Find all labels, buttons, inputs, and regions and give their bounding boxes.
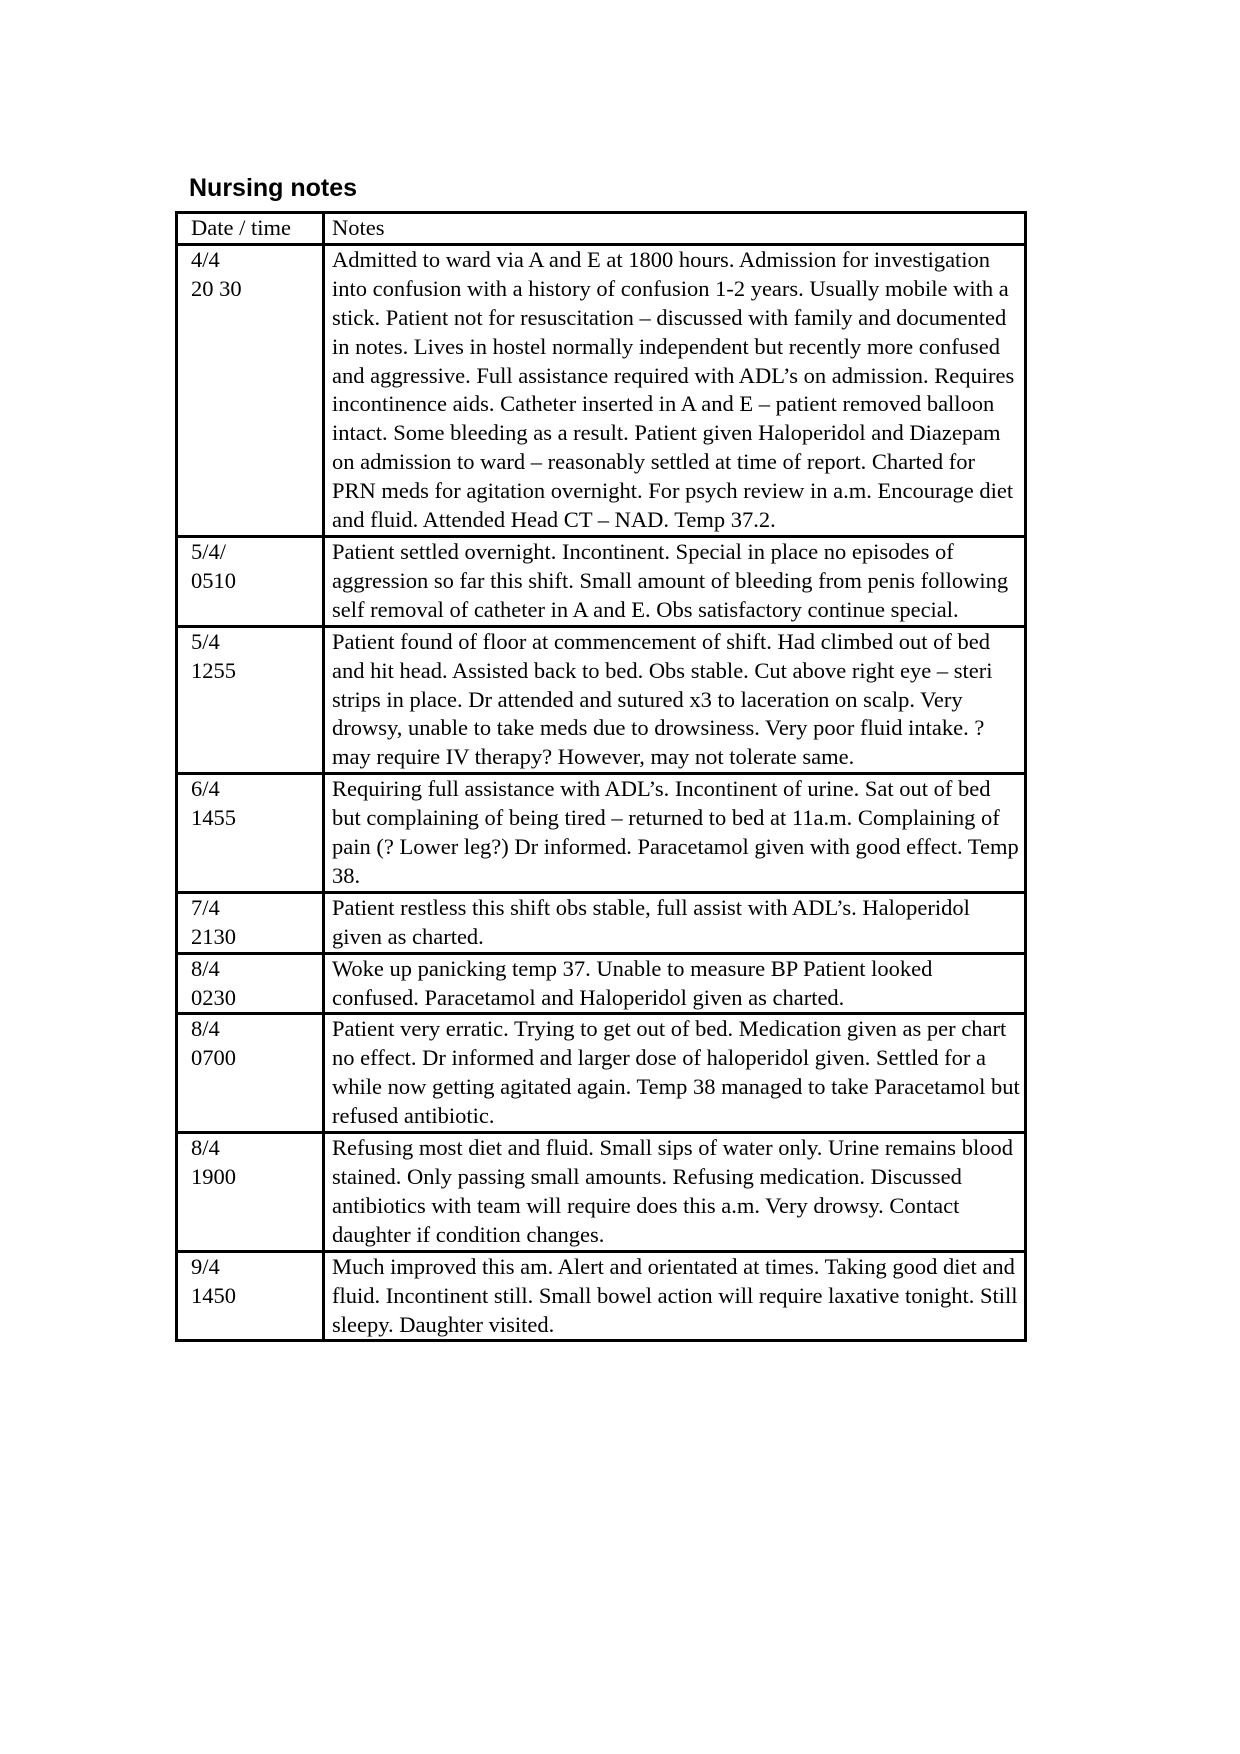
entry-time: 2130: [191, 923, 236, 949]
date-time-cell: [177, 536, 324, 626]
page-title: Nursing notes: [189, 174, 358, 202]
entry-date: 7/4: [191, 894, 220, 920]
entry-time: 0510: [191, 567, 236, 593]
entry-date: 8/4: [191, 955, 220, 981]
table-row: [177, 536, 1026, 626]
column-header-date-time: Date / time: [177, 213, 324, 245]
entry-time: 0230: [191, 984, 236, 1010]
table-header-row: [177, 213, 1026, 245]
date-time-cell: [177, 1251, 324, 1341]
notes-cell: Patient restless this shift obs stable, full assist with ADL’s. Haloperidol given as charted.: [324, 892, 1026, 953]
date-time-cell: [177, 953, 324, 1014]
date-time-cell: [177, 774, 324, 893]
table-row: [177, 953, 1026, 1014]
notes-cell: Much improved this am. Alert and orientated at times. Taking good diet and fluid. Incontinent still. Small bowel action will require laxative tonight. Still sleepy. Daughter visited.: [324, 1251, 1026, 1341]
table-row: [177, 774, 1026, 893]
table-row: [177, 1014, 1026, 1133]
entry-time: 20 30: [191, 275, 242, 301]
date-time-cell: [177, 1014, 324, 1133]
notes-cell: Patient very erratic. Trying to get out of bed. Medication given as per chart no effect. Dr informed and larger dose of haloperidol given. Settled for a while now getting agitated again. Temp 38 managed to take Paracetamol but refused antibiotic.: [324, 1014, 1026, 1133]
entry-time: 0700: [191, 1045, 236, 1071]
date-time-cell: [177, 244, 324, 536]
date-time-cell: [177, 1133, 324, 1252]
entry-date: 8/4: [191, 1135, 220, 1161]
entry-time: 1450: [191, 1282, 236, 1308]
date-time-cell: [177, 892, 324, 953]
notes-cell: Admitted to ward via A and E at 1800 hours. Admission for investigation into confusion with a history of confusion 1-2 years. Usually mobile with a stick. Patient not for resuscitation – discussed with family and documented in notes. Lives in hostel normally independent but recently more confused and aggressive. Full assistance required with ADL’s on admission. Requires incontinence aids. Catheter inserted in A and E – patient removed balloon intact. Some bleeding as a result. Patient given Haloperidol and Diazepam on admission to ward – reasonably settled at time of report. Charted for PRN meds for agitation overnight. For psych review in a.m. Encourage diet and fluid. Attended Head CT – NAD. Temp 37.2.: [324, 244, 1026, 536]
table-row: [177, 892, 1026, 953]
entry-date: 5/4/: [191, 538, 227, 564]
table-row: [177, 244, 1026, 536]
entry-time: 1255: [191, 657, 236, 683]
entry-time: 1900: [191, 1164, 236, 1189]
notes-cell: Woke up panicking temp 37. Unable to measure BP Patient looked confused. Paracetamol and Haloperidol given as charted.: [324, 953, 1026, 1014]
notes-cell: Requiring full assistance with ADL’s. Incontinent of urine. Sat out of bed but complaining of being tired – returned to bed at 11a.m. Complaining of pain (? Lower leg?) Dr informed. Paracetamol given with good effect. Temp 38.: [324, 774, 1026, 893]
notes-cell: Patient settled overnight. Incontinent. Special in place no episodes of aggression so far this shift. Small amount of bleeding from penis following self removal of catheter in A and E. Obs satisfactory continue special.: [324, 536, 1026, 626]
entry-date: 8/4: [191, 1016, 220, 1042]
table-row: [177, 626, 1026, 774]
column-header-notes: Notes: [324, 213, 1026, 245]
entry-date: 6/4: [191, 776, 220, 802]
entry-time: 1455: [191, 805, 236, 831]
entry-date: 4/4: [191, 246, 220, 272]
entry-date: 9/4: [191, 1253, 220, 1279]
table-row: [177, 1133, 1026, 1252]
nursing-notes-table: [175, 211, 1027, 1342]
notes-cell: Refusing most diet and fluid. Small sips of water only. Urine remains blood stained. Only passing small amounts. Refusing medication. Discussed antibiotics with team will require does this a.m. Very drowsy. Contact daughter if condition changes.: [324, 1133, 1026, 1252]
entry-date: 5/4: [191, 628, 220, 654]
table-row: [177, 1251, 1026, 1341]
notes-cell: Patient found of floor at commencement of shift. Had climbed out of bed and hit head. Assisted back to bed. Obs stable. Cut above right eye – steri strips in place. Dr attended and sutured x3 to laceration on scalp. Very drowsy, unable to take meds due to drowsiness. Very poor fluid intake. ?may require IV therapy? However, may not tolerate same.: [324, 626, 1026, 774]
date-time-cell: [177, 626, 324, 774]
